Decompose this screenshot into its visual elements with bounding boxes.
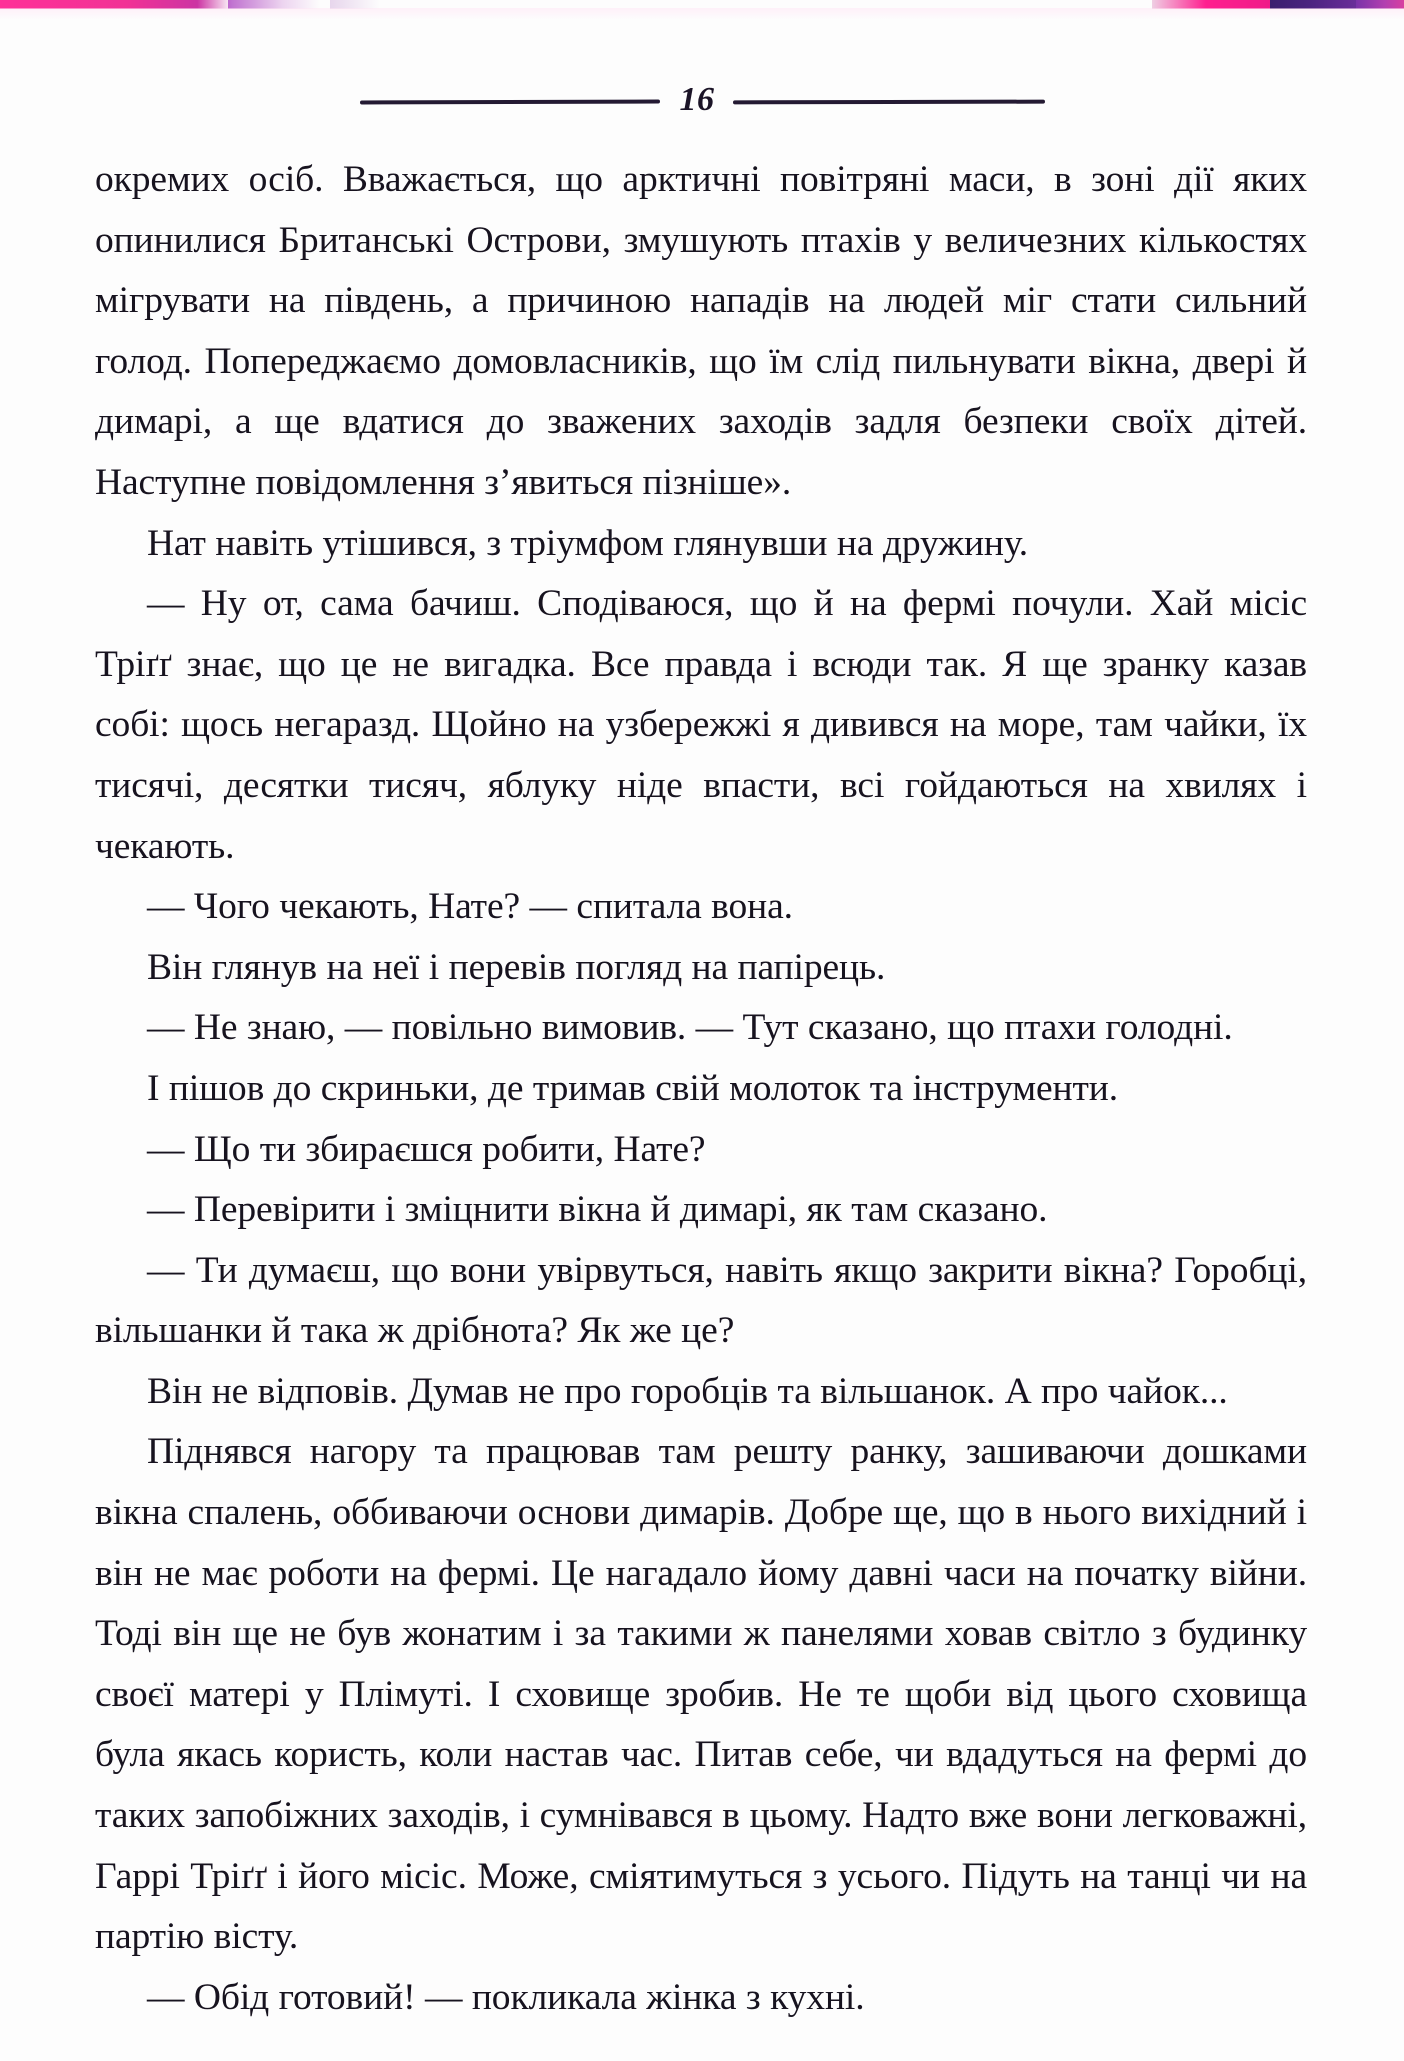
paragraph: — Ти думаєш, що вони увірвуться, навіть якщо закрити вікна? Горобці, вільшанки й така ж дрібнота? Як же це? [95, 1249, 1307, 1352]
paragraph: — Не знаю, — повільно вимовив. — Тут сказано, що птахи голодні. [147, 1007, 1233, 1049]
scan-artifact-halo [0, 8, 1404, 20]
scan-artifact-segment [330, 0, 380, 9]
scan-artifact-segment [1152, 0, 1272, 9]
paragraph: — Обід готовий! — покликала жінка з кухні. [147, 1976, 865, 2018]
paragraph: Він глянув на неї і перевів погляд на папірець. [147, 946, 886, 988]
paragraph: — Що ти збираєшся робити, Нате? [147, 1128, 706, 1170]
paragraph: І пішов до скриньки, де тримав свій молоток та інструменти. [147, 1067, 1119, 1109]
page-number: 16 [679, 81, 715, 118]
paragraph: — Ну от, сама бачиш. Сподіваюся, що й на фермі почули. Хай місіс Тріґґ знає, що це не вигадка. Все правда і всюди так. Я ще зранку казав собі: щось негаразд. Щойно на узбережжі я дивився на море, там чайки, їх тисячі, десятки тисяч, яблуку ніде впасти, всі гойдаються на хвилях і чекають. [95, 583, 1307, 867]
scan-artifact-segment [1356, 0, 1404, 9]
paragraph: — Перевірити і зміцнити вікна й димарі, як там сказано. [147, 1189, 1048, 1231]
paragraph: Нат навіть утішився, з тріумфом глянувши на дружину. [147, 522, 1029, 564]
body-text [95, 150, 1307, 2028]
paragraph: Піднявся нагору та працював там решту ранку, зашиваючи дошками вікна спалень, оббиваючи основи димарів. Добре ще, що в нього вихідний і він не має роботи на фермі. Це нагадало йому давні часи на початку війни. Тоді він ще не був жонатим і за такими ж панелями ховав світло з будинку своєї матері у Плімуті. І сховище зробив. Не те щоби від цього сховища була якась користь, коли настав час. Питав себе, чи вдадуться на фермі до таких запобіжних заходів, і сумнівався в цьому. Надто вже вони легковажні, Гаррі Тріґґ і його місіс. Може, сміятимуться з усього. Підуть на танці чи на партію вісту. [95, 1431, 1307, 1958]
header-rule-left [359, 100, 659, 105]
header-rule-right [732, 100, 1044, 105]
paragraph: — Чого чекають, Нате? — спитала вона. [147, 886, 793, 928]
running-head [0, 74, 1404, 130]
scan-artifact-segment [228, 0, 320, 9]
paragraph: окремих осіб. Вважається, що арктичні повітряні маси, в зоні дії яких опинилися Британські Острови, змушують птахів у величезних кількостях мігрувати на південь, а причиною нападів на людей міг стати сильний голод. Попереджаємо домовласників, що їм слід пильнувати вікна, двері й димарі, а ще вдатися до зважених заходів задля безпеки своїх дітей. Наступне повідомлення з’явиться пізніше». [95, 159, 1307, 503]
scan-artifact-strip [0, 0, 1404, 9]
scan-artifact-segment [0, 0, 232, 9]
paragraph: Він не відповів. Думав не про горобців та вільшанок. А про чайок... [147, 1370, 1228, 1412]
scan-artifact-segment [1270, 0, 1358, 9]
